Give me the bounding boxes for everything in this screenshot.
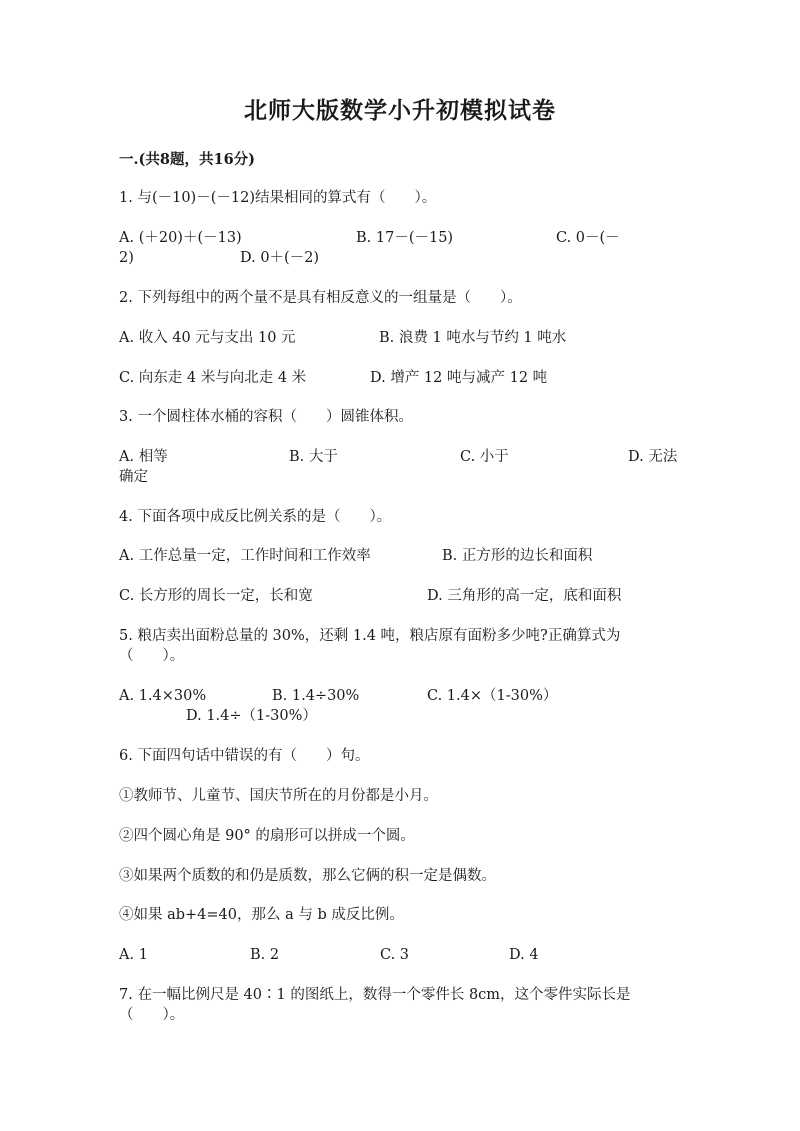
question-5-option-d: D. 1.4÷（1-30%） [186, 708, 317, 724]
question-5-option-b: B. 1.4÷30% [272, 688, 360, 704]
question-4-option-d: D. 三角形的高一定，底和面积 [427, 588, 622, 604]
question-1-option-b: B. 17－(－15) [356, 230, 454, 246]
question-6-statement-3: ③如果两个质数的和仍是质数，那么它俩的积一定是偶数。 [119, 868, 496, 884]
question-6-statement-1: ①教师节、儿童节、国庆节所在的月份都是小月。 [119, 788, 438, 804]
question-6-statement-2: ②四个圆心角是 90° 的扇形可以拼成一个圆。 [119, 828, 415, 844]
question-2-option-c: C. 向东走 4 米与向北走 4 米 [119, 370, 307, 386]
question-2-option-b: B. 浪费 1 吨水与节约 1 吨水 [379, 330, 567, 346]
question-3-option-d-continued: 确定 [119, 469, 148, 485]
question-6-stem: 6. 下面四句话中错误的有（ ）句。 [119, 748, 370, 764]
question-2-stem: 2. 下列每组中的两个量不是具有相反意义的一组量是（ ）。 [119, 290, 522, 306]
question-7-stem: 7. 在一幅比例尺是 40∶1 的图纸上，数得一个零件长 8cm，这个零件实际长是 [119, 987, 631, 1003]
question-4-option-a: A. 工作总量一定，工作时间和工作效率 [119, 548, 371, 564]
question-3-option-a: A. 相等 [119, 449, 168, 465]
question-6-option-a: A. 1 [119, 947, 148, 963]
question-6-statement-4: ④如果 ab+4=40，那么 a 与 b 成反比例。 [119, 907, 404, 923]
question-5-stem-continued: （ ）。 [119, 648, 185, 664]
question-5-option-a: A. 1.4×30% [119, 688, 207, 704]
question-3-stem: 3. 一个圆柱体水桶的容积（ ）圆锥体积。 [119, 409, 413, 425]
question-2-option-d: D. 增产 12 吨与减产 12 吨 [370, 370, 548, 386]
section-heading: 一.(共8题，共16分) [119, 151, 256, 168]
page-title: 北师大版数学小升初模拟试卷 [244, 97, 556, 124]
question-7-stem-continued: （ ）。 [119, 1007, 185, 1023]
question-1-option-d: D. 0＋(－2) [240, 250, 320, 266]
question-5-stem: 5. 粮店卖出面粉总量的 30%，还剩 1.4 吨，粮店原有面粉多少吨?正确算式为 [119, 628, 621, 644]
question-1-option-c-continued: 2) [119, 250, 134, 266]
question-4-stem: 4. 下面各项中成反比例关系的是（ ）。 [119, 509, 392, 525]
question-3-option-d: D. 无法 [628, 449, 678, 465]
question-1-stem: 1. 与(－10)－(－12)结果相同的算式有（ ）。 [119, 190, 437, 206]
question-2-option-a: A. 收入 40 元与支出 10 元 [119, 330, 296, 346]
question-5-option-c: C. 1.4×（1-30%） [427, 688, 558, 704]
question-6-option-d: D. 4 [509, 947, 539, 963]
question-1-option-a: A. (＋20)＋(－13) [119, 230, 242, 246]
question-6-option-c: C. 3 [380, 947, 410, 963]
question-4-option-c: C. 长方形的周长一定，长和宽 [119, 588, 313, 604]
question-6-option-b: B. 2 [250, 947, 280, 963]
question-3-option-c: C. 小于 [460, 449, 509, 465]
question-4-option-b: B. 正方形的边长和面积 [442, 548, 593, 564]
question-3-option-b: B. 大于 [289, 449, 338, 465]
question-1-option-c: C. 0－(－ [556, 230, 620, 246]
